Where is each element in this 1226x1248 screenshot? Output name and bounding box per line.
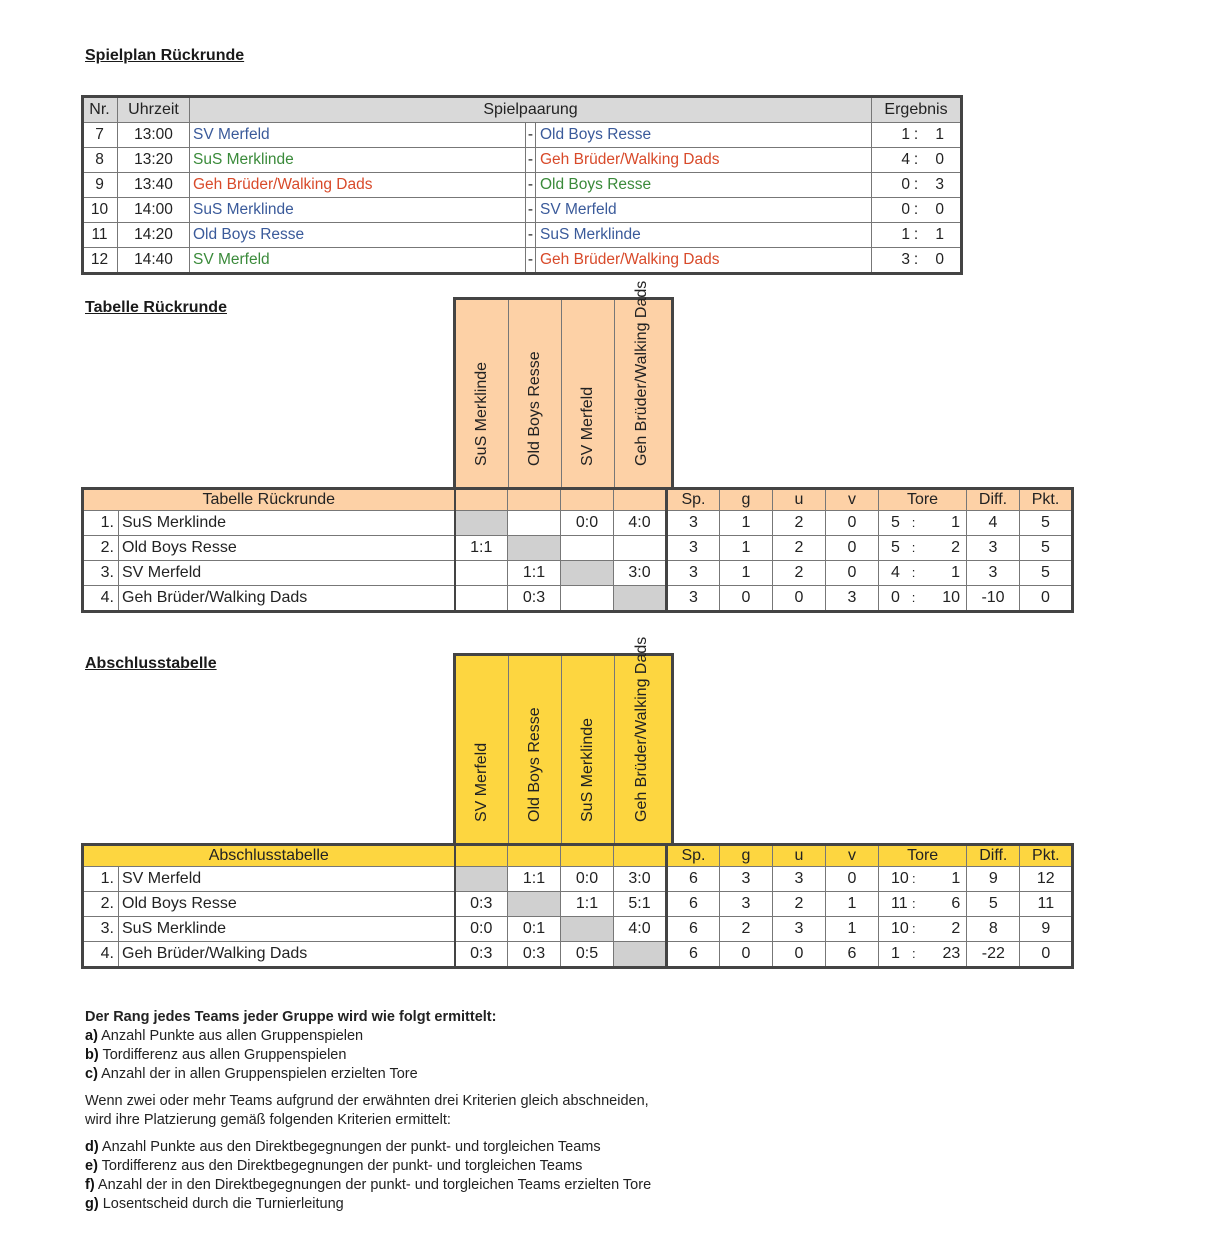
column-header-label: Old Boys Resse [526,707,543,822]
result-score [872,248,960,272]
standings-row [83,917,1073,942]
rules-para-1: Wenn zwei oder mehr Teams aufgrund der erwähnten drei Kriterien gleich abschneiden, [85,1093,649,1109]
matrix-cell: 0:0 [455,917,508,942]
goals-colon: : [909,586,919,612]
pairing-dash: - [526,148,536,173]
match-time: 14:00 [118,198,190,223]
table-final [81,843,1074,969]
standings-title: Abschlusstabelle [83,845,455,867]
goal-diff: 3 [967,561,1020,586]
matrix-cell [455,561,508,586]
matrix-header-cell [455,489,508,511]
result-score [872,148,960,172]
games: 3 [667,511,720,536]
header-goals: Tore [879,489,967,511]
goals-colon: : [909,942,919,968]
home-goals: 1 [901,126,910,143]
score-colon: : [913,126,919,143]
header-losses: v [826,489,879,511]
standings-row [83,586,1073,612]
rules-criteria-secondary [85,1138,651,1214]
header-draws: u [773,845,826,867]
score-colon: : [913,151,919,168]
matrix-header-cell [455,845,508,867]
rule-text: Tordifferenz aus den Direktbegegnungen der punkt- und torgleichen Teams [97,1158,583,1174]
standings-row [83,867,1073,892]
matrix-cell [455,586,508,612]
away-team: Old Boys Resse [536,123,872,148]
home-goals: 3 [901,251,910,268]
column-header-label: Geh Brüder/Walking Dads [632,280,650,466]
rank: 2. [83,892,119,917]
goals-against: 1 [919,561,967,586]
draws: 2 [773,561,826,586]
rules-intro: Der Rang jedes Teams jeder Gruppe wird wie folgt ermittelt: [85,1009,497,1025]
match-result [872,223,962,248]
table-final-heading: Abschlusstabelle [85,655,217,672]
team-name: SV Merfeld [119,561,455,586]
goals-against: 6 [919,892,967,917]
match-number: 11 [83,223,118,248]
match-time: 13:40 [118,173,190,198]
losses: 0 [826,867,879,892]
pairing-dash: - [526,248,536,274]
away-goals: 0 [935,201,944,218]
home-goals: 0 [901,201,910,218]
match-number: 10 [83,198,118,223]
rule-line [85,1176,651,1195]
matrix-cell: 1:1 [508,561,561,586]
standings-row [83,511,1073,536]
result-score [872,173,960,197]
goals-for: 5 [879,536,909,561]
games: 3 [667,586,720,612]
wins: 0 [720,586,773,612]
rule-line [85,1027,651,1046]
header-draws: u [773,489,826,511]
games: 3 [667,536,720,561]
schedule-row [83,248,962,274]
matrix-cell [561,536,614,561]
away-team: Old Boys Resse [536,173,872,198]
points: 5 [1020,536,1073,561]
goals-against: 1 [919,511,967,536]
home-team: SuS Merklinde [190,148,526,173]
match-result [872,123,962,148]
column-header-label: SV Merfeld [579,386,596,466]
goals-for: 5 [879,511,909,536]
score-colon: : [913,251,919,268]
matrix-cell [614,586,667,612]
schedule-heading: Spielplan Rückrunde [85,47,245,64]
header-losses: v [826,845,879,867]
column-header-label: SuS Merklinde [473,361,490,466]
standings-title: Tabelle Rückrunde [83,489,455,511]
team-name: SuS Merklinde [119,917,455,942]
matrix-cell [508,511,561,536]
matrix-cell [508,536,561,561]
rule-text: Anzahl der in den Direktbegegnungen der punkt- und torgleichen Teams erzielten Tore [94,1177,652,1193]
losses: 0 [826,561,879,586]
rules-criteria-primary [85,1027,651,1084]
team-name: Geh Brüder/Walking Dads [119,586,455,612]
standings-row [83,892,1073,917]
matrix-cell: 0:0 [561,867,614,892]
schedule-row [83,123,962,148]
draws: 2 [773,511,826,536]
match-number: 9 [83,173,118,198]
matrix-cell [614,942,667,968]
rule-key: a) [85,1028,98,1044]
matrix-cell [455,867,508,892]
points: 9 [1020,917,1073,942]
home-team: SV Merfeld [190,123,526,148]
standings-row [83,536,1073,561]
column-header-label: Old Boys Resse [526,351,543,466]
pairing-dash: - [526,173,536,198]
points: 11 [1020,892,1073,917]
away-goals: 1 [935,126,944,143]
matrix-cell [561,561,614,586]
goals-for: 11 [879,892,909,917]
matrix-cell [455,511,508,536]
wins: 1 [720,511,773,536]
matrix-cell: 0:5 [561,942,614,968]
rank: 3. [83,917,119,942]
games: 6 [667,867,720,892]
goals-against: 10 [919,586,967,612]
matrix-cell: 4:0 [614,511,667,536]
result-score [872,223,960,247]
matrix-cell: 3:0 [614,561,667,586]
matrix-header-cell [614,489,667,511]
pairing-dash: - [526,198,536,223]
rank: 4. [83,942,119,968]
goals-for: 1 [879,942,909,968]
header-nr: Nr. [83,97,118,123]
away-team: Geh Brüder/Walking Dads [536,148,872,173]
draws: 0 [773,586,826,612]
matrix-cell [614,536,667,561]
match-time: 14:20 [118,223,190,248]
matrix-cell: 1:1 [561,892,614,917]
rules-para-2: wird ihre Platzierung gemäß folgenden Kriterien ermittelt: [85,1112,451,1128]
wins: 1 [720,561,773,586]
column-header-label: SV Merfeld [473,742,490,822]
goals-against: 2 [919,917,967,942]
match-number: 8 [83,148,118,173]
column-header-1 [456,656,509,846]
matrix-header-cell [508,489,561,511]
header-points: Pkt. [1020,489,1073,511]
rule-key: c) [85,1066,98,1082]
matrix-cell: 4:0 [614,917,667,942]
wins: 3 [720,892,773,917]
match-time: 13:20 [118,148,190,173]
matrix-cell: 0:3 [508,942,561,968]
goals-against: 2 [919,536,967,561]
column-header-4 [615,636,668,846]
losses: 0 [826,511,879,536]
matrix-cell [561,586,614,612]
schedule-table [81,95,963,275]
table-rr-column-headers [453,280,674,490]
team-name: SV Merfeld [119,867,455,892]
pairing-dash: - [526,223,536,248]
goal-diff: -10 [967,586,1020,612]
wins: 0 [720,942,773,968]
rule-line [85,1195,651,1214]
points: 12 [1020,867,1073,892]
schedule-header-row [83,97,962,123]
header-wins: g [720,845,773,867]
goal-diff: -22 [967,942,1020,968]
points: 0 [1020,942,1073,968]
matrix-cell: 0:0 [561,511,614,536]
rank: 2. [83,536,119,561]
matrix-header-cell [561,845,614,867]
standings-row [83,561,1073,586]
schedule-row [83,198,962,223]
score-colon: : [913,176,919,193]
rank: 3. [83,561,119,586]
losses: 1 [826,917,879,942]
home-goals: 0 [901,176,910,193]
draws: 2 [773,536,826,561]
points: 5 [1020,561,1073,586]
home-goals: 1 [901,226,910,243]
match-number: 7 [83,123,118,148]
rule-line [85,1046,651,1065]
matrix-cell: 0:3 [508,586,561,612]
goals-colon: : [909,561,919,586]
draws: 0 [773,942,826,968]
result-score [872,198,960,222]
column-header-1 [456,300,509,490]
goal-diff: 8 [967,917,1020,942]
header-time: Uhrzeit [118,97,190,123]
rule-line [85,1138,651,1157]
losses: 6 [826,942,879,968]
draws: 2 [773,892,826,917]
away-goals: 0 [935,251,944,268]
rule-text: Anzahl Punkte aus den Direktbegegnungen der punkt- und torgleichen Teams [98,1139,601,1155]
match-time: 13:00 [118,123,190,148]
ranking-rules [85,1008,651,1214]
rule-text: Losentscheid durch die Turnierleitung [98,1196,344,1212]
match-result [872,148,962,173]
wins: 2 [720,917,773,942]
schedule-row [83,148,962,173]
goal-diff: 5 [967,892,1020,917]
column-header-label: SuS Merklinde [579,717,596,822]
team-name: Old Boys Resse [119,892,455,917]
match-time: 14:40 [118,248,190,274]
team-name: Old Boys Resse [119,536,455,561]
standings-row [83,942,1073,968]
matrix-cell: 1:1 [455,536,508,561]
table-rr-heading: Tabelle Rückrunde [85,299,227,316]
match-result [872,248,962,274]
games: 6 [667,917,720,942]
column-header-2 [509,300,562,490]
home-team: Geh Brüder/Walking Dads [190,173,526,198]
header-points: Pkt. [1020,845,1073,867]
result-score [872,123,960,147]
column-header-3 [562,300,615,490]
away-team: Geh Brüder/Walking Dads [536,248,872,274]
matrix-cell: 5:1 [614,892,667,917]
away-team: SV Merfeld [536,198,872,223]
goals-colon: : [909,536,919,561]
header-games: Sp. [667,489,720,511]
header-games: Sp. [667,845,720,867]
matrix-header-cell [508,845,561,867]
points: 5 [1020,511,1073,536]
goals-colon: : [909,917,919,942]
goals-colon: : [909,867,919,892]
goals-for: 0 [879,586,909,612]
standings-header-row [83,845,1073,867]
goals-against: 1 [919,867,967,892]
rule-key: b) [85,1047,99,1063]
match-number: 12 [83,248,118,274]
matrix-cell: 1:1 [508,867,561,892]
goals-for: 4 [879,561,909,586]
losses: 0 [826,536,879,561]
column-header-3 [562,656,615,846]
goals-colon: : [909,892,919,917]
match-result [872,198,962,223]
schedule-row [83,173,962,198]
header-diff: Diff. [967,489,1020,511]
rank: 1. [83,511,119,536]
wins: 1 [720,536,773,561]
matrix-header-cell [614,845,667,867]
rule-key: f) [85,1177,95,1193]
matrix-cell: 0:3 [455,892,508,917]
goal-diff: 3 [967,536,1020,561]
matrix-cell: 3:0 [614,867,667,892]
header-result: Ergebnis [872,97,962,123]
away-team: SuS Merklinde [536,223,872,248]
team-name: Geh Brüder/Walking Dads [119,942,455,968]
goals-for: 10 [879,917,909,942]
column-header-2 [509,656,562,846]
rule-key: d) [85,1139,99,1155]
matrix-cell [561,917,614,942]
rule-line [85,1065,651,1084]
games: 6 [667,942,720,968]
header-diff: Diff. [967,845,1020,867]
goals-for: 10 [879,867,909,892]
rule-text: Tordifferenz aus allen Gruppenspielen [98,1047,347,1063]
score-colon: : [913,201,919,218]
goal-diff: 9 [967,867,1020,892]
rule-line [85,1157,651,1176]
rule-key: e) [85,1158,98,1174]
team-name: SuS Merklinde [119,511,455,536]
games: 6 [667,892,720,917]
rule-key: g) [85,1196,99,1212]
points: 0 [1020,586,1073,612]
wins: 3 [720,867,773,892]
rank: 1. [83,867,119,892]
schedule-row [83,223,962,248]
matrix-header-cell [561,489,614,511]
matrix-cell: 0:1 [508,917,561,942]
header-wins: g [720,489,773,511]
rule-text: Anzahl Punkte aus allen Gruppenspielen [97,1028,364,1044]
column-header-label: Geh Brüder/Walking Dads [632,636,650,822]
matrix-cell [508,892,561,917]
table-rr [81,487,1074,613]
home-goals: 4 [901,151,910,168]
games: 3 [667,561,720,586]
losses: 1 [826,892,879,917]
losses: 3 [826,586,879,612]
home-team: SuS Merklinde [190,198,526,223]
pairing-dash: - [526,123,536,148]
home-team: SV Merfeld [190,248,526,274]
header-goals: Tore [879,845,967,867]
draws: 3 [773,917,826,942]
standings-header-row [83,489,1073,511]
table-final-column-headers [453,636,674,846]
away-goals: 0 [935,151,944,168]
column-header-4 [615,280,668,490]
goals-colon: : [909,511,919,536]
draws: 3 [773,867,826,892]
score-colon: : [913,226,919,243]
matrix-cell: 0:3 [455,942,508,968]
goal-diff: 4 [967,511,1020,536]
away-goals: 1 [935,226,944,243]
rule-text: Anzahl der in allen Gruppenspielen erzielten Tore [97,1066,418,1082]
home-team: Old Boys Resse [190,223,526,248]
away-goals: 3 [935,176,944,193]
match-result [872,173,962,198]
header-pairing: Spielpaarung [190,97,872,123]
goals-against: 23 [919,942,967,968]
rank: 4. [83,586,119,612]
